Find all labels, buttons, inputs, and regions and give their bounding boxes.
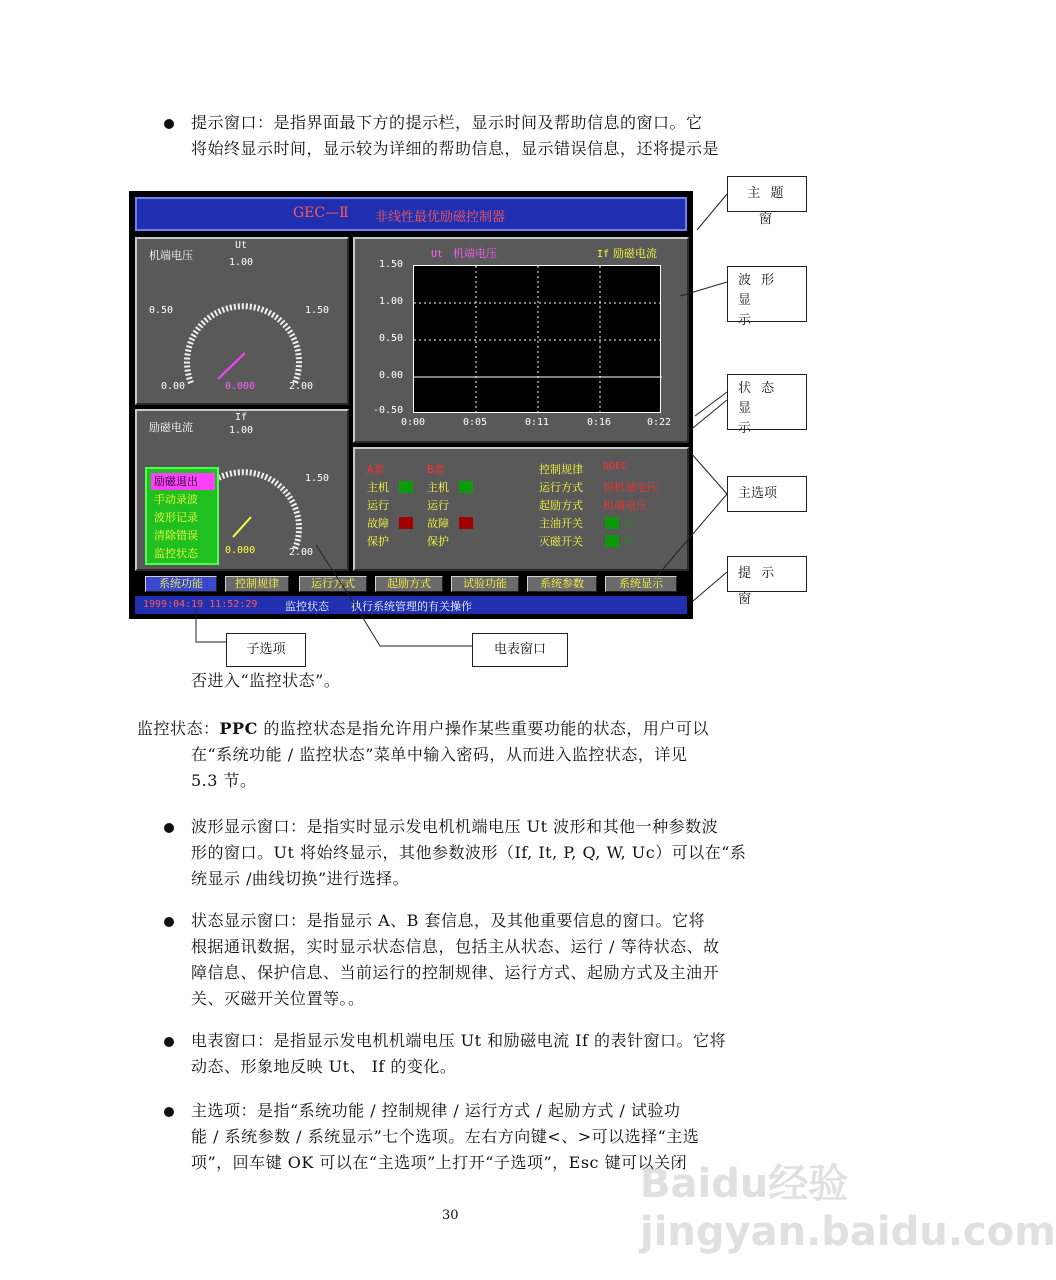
tab-system-function[interactable]: 系统功能 [145,576,217,592]
submenu-item-manual-record[interactable]: 手动录波 [154,493,198,506]
baidu-watermark [640,1160,1056,1255]
y-tick-5: -0.50 [373,405,404,416]
callout-wave-text2: 示 [738,313,755,328]
mode-label: 运行方式 [539,481,583,494]
submenu-item-exit[interactable]: 励磁退出 [151,473,215,490]
wave-left-label: 机端电压 [453,247,497,260]
monitor-bold: PPC [219,719,258,738]
meter-ut-symbol: Ut [235,240,248,251]
wave-left-symbol: Ut [431,249,444,260]
mode-value: 恒机端电压 [603,481,658,494]
bullet1-line2: 形的窗口。Ut 将始终显示，其他参数波形（If, It, P, Q, W, Uc）可以在“系 [191,843,747,862]
callout-hint-text: 提 示 窗 [738,566,778,607]
after-figure-text: 否进入“监控状态”。 [191,671,341,690]
meter-ut-left: 0.50 [149,305,174,316]
b-set-label: B套 [427,463,445,476]
callout-theme-text: 主 题 窗 [747,186,787,227]
b-row-host: 主机 [427,481,449,494]
meter-if-symbol: If [235,412,248,423]
monitor-line3: 5.3 节。 [191,771,257,790]
bullet-dot [164,823,174,833]
meter-if-max: 2.00 [289,547,314,558]
oil-switch-value: 分 [623,519,633,530]
tab-test-function[interactable]: 试验功能 [451,576,519,592]
excite-value: 机端电压 [603,499,647,512]
meter-if-label: 励磁电流 [149,421,193,434]
bullet1-line3: 统显示 /曲线切换”进行选择。 [191,869,410,888]
status-state: 监控状态 [285,600,329,613]
a-row-fault: 故障 [367,517,389,530]
mag-switch-value: 分 [623,537,633,548]
tab-excite-mode[interactable]: 起励方式 [375,576,443,592]
submenu-item-wave-log[interactable]: 波形记录 [154,511,198,524]
bullet1-line1: 波形显示窗口：是指实时显示发电机机端电压 Ut 波形和其他一种参数波 [191,817,719,836]
meter-if-right: 1.50 [305,473,330,484]
tab-control-law[interactable]: 控制规律 [225,576,289,592]
law-label: 控制规律 [539,463,583,476]
meter-ut-right: 1.50 [305,305,330,316]
watermark-text: Baidu经验 jingyan.baidu.com [640,1161,1056,1255]
submenu-item-clear-error[interactable]: 清除错误 [154,529,198,542]
bullet-dot [164,917,174,927]
bullet4-line1: 主选项：是指“系统功能 / 控制规律 / 运行方式 / 起励方式 / 试验功 [191,1101,681,1120]
title-prefix: GEC—Ⅱ [293,205,349,221]
callout-meter-text: 电表窗口 [493,642,546,657]
bullet2-line2: 根据通讯数据，实时显示状态信息，包括主从状态、运行 / 等待状态、故 [191,937,720,956]
meter-ut-min: 0.00 [161,381,186,392]
meter-ut-label: 机端电压 [149,249,193,262]
tab-system-display[interactable]: 系统显示 [605,576,677,592]
bullet4-line3: 项”，回车键 OK 可以在“主选项”上打开“子选项”，Esc 键可以关闭 [191,1153,688,1172]
y-tick-4: 0.00 [379,370,404,381]
x-tick-1: 0:00 [401,417,426,428]
status-message: 执行系统管理的有关操作 [351,600,472,613]
y-tick-1: 1.50 [379,259,404,270]
bullet4-line2: 能 / 系统参数 / 系统显示”七个选项。左右方向键<、>可以选择“主选 [191,1127,700,1146]
callout-state-text1: 状 态 显 [738,381,778,416]
y-tick-3: 0.50 [379,333,404,344]
y-tick-2: 1.00 [379,296,404,307]
law-value: NOEC [603,461,628,472]
wave-right-label: 励磁电流 [613,247,657,260]
b-row-protect: 保护 [427,535,449,548]
a-set-label: A套 [367,463,385,476]
tab-system-params[interactable]: 系统参数 [527,576,597,592]
meter-if-reading: 0.000 [225,545,256,556]
top-paragraph-line2: 将始终显示时间，显示较为详细的帮助信息，显示错误信息，还将提示是 [191,139,720,158]
bullet-dot [164,1107,174,1117]
meter-ut-max: 2.00 [289,381,314,392]
leader-lines [0,0,906,700]
excite-label: 起励方式 [539,499,583,512]
mag-switch-label: 灭磁开关 [539,535,583,548]
x-tick-5: 0:22 [647,417,672,428]
x-tick-4: 0:16 [587,417,612,428]
bullet2-line3: 障信息、保护信息、当前运行的控制规律、运行方式、起励方式及主油开 [191,963,720,982]
submenu-item-monitor[interactable]: 监控状态 [154,547,198,560]
wave-right-symbol: If [597,249,610,260]
status-time: 1999:04:19 11:52:29 [143,599,258,610]
a-row-protect: 保护 [367,535,389,548]
bullet-dot [164,1037,174,1047]
meter-ut-top: 1.00 [229,257,254,268]
b-row-run: 运行 [427,499,449,512]
monitor-text1: 的监控状态是指允许用户操作某些重要功能的状态，用户可以 [257,719,709,738]
x-tick-3: 0:11 [525,417,550,428]
bullet3-line2: 动态、形象地反映 Ut、 If 的变化。 [191,1057,457,1076]
b-row-fault: 故障 [427,517,449,530]
top-paragraph-line1: 提示窗口：是指界面最下方的提示栏，显示时间及帮助信息的窗口。它 [191,113,703,132]
oil-switch-label: 主油开关 [539,517,583,530]
bullet2-line1: 状态显示窗口：是指显示 A、B 套信息，及其他重要信息的窗口。它将 [191,911,705,930]
monitor-line1 [137,716,787,742]
callout-state-text2: 示 [738,421,755,436]
monitor-label: 监控状态： [137,719,220,738]
tab-run-mode[interactable]: 运行方式 [299,576,367,592]
a-row-run: 运行 [367,499,389,512]
page-number: 30 [442,1208,459,1223]
title-text: 非线性最优励磁控制器 [375,210,506,225]
callout-main-option-text: 主选项 [738,486,778,501]
callout-sub-option-text: 子选项 [246,642,286,657]
x-tick-2: 0:05 [463,417,488,428]
monitor-line2: 在“系统功能 / 监控状态”菜单中输入密码，从而进入监控状态，详见 [191,745,688,764]
meter-ut-reading: 0.000 [225,381,256,392]
a-row-host: 主机 [367,481,389,494]
meter-if-top: 1.00 [229,425,254,436]
bullet2-line4: 关、灭磁开关位置等。。 [191,989,365,1008]
bullet3-line1: 电表窗口：是指显示发电机机端电压 Ut 和励磁电流 If 的表针窗口。它将 [191,1031,727,1050]
callout-wave-text1: 波 形 显 [738,273,778,308]
